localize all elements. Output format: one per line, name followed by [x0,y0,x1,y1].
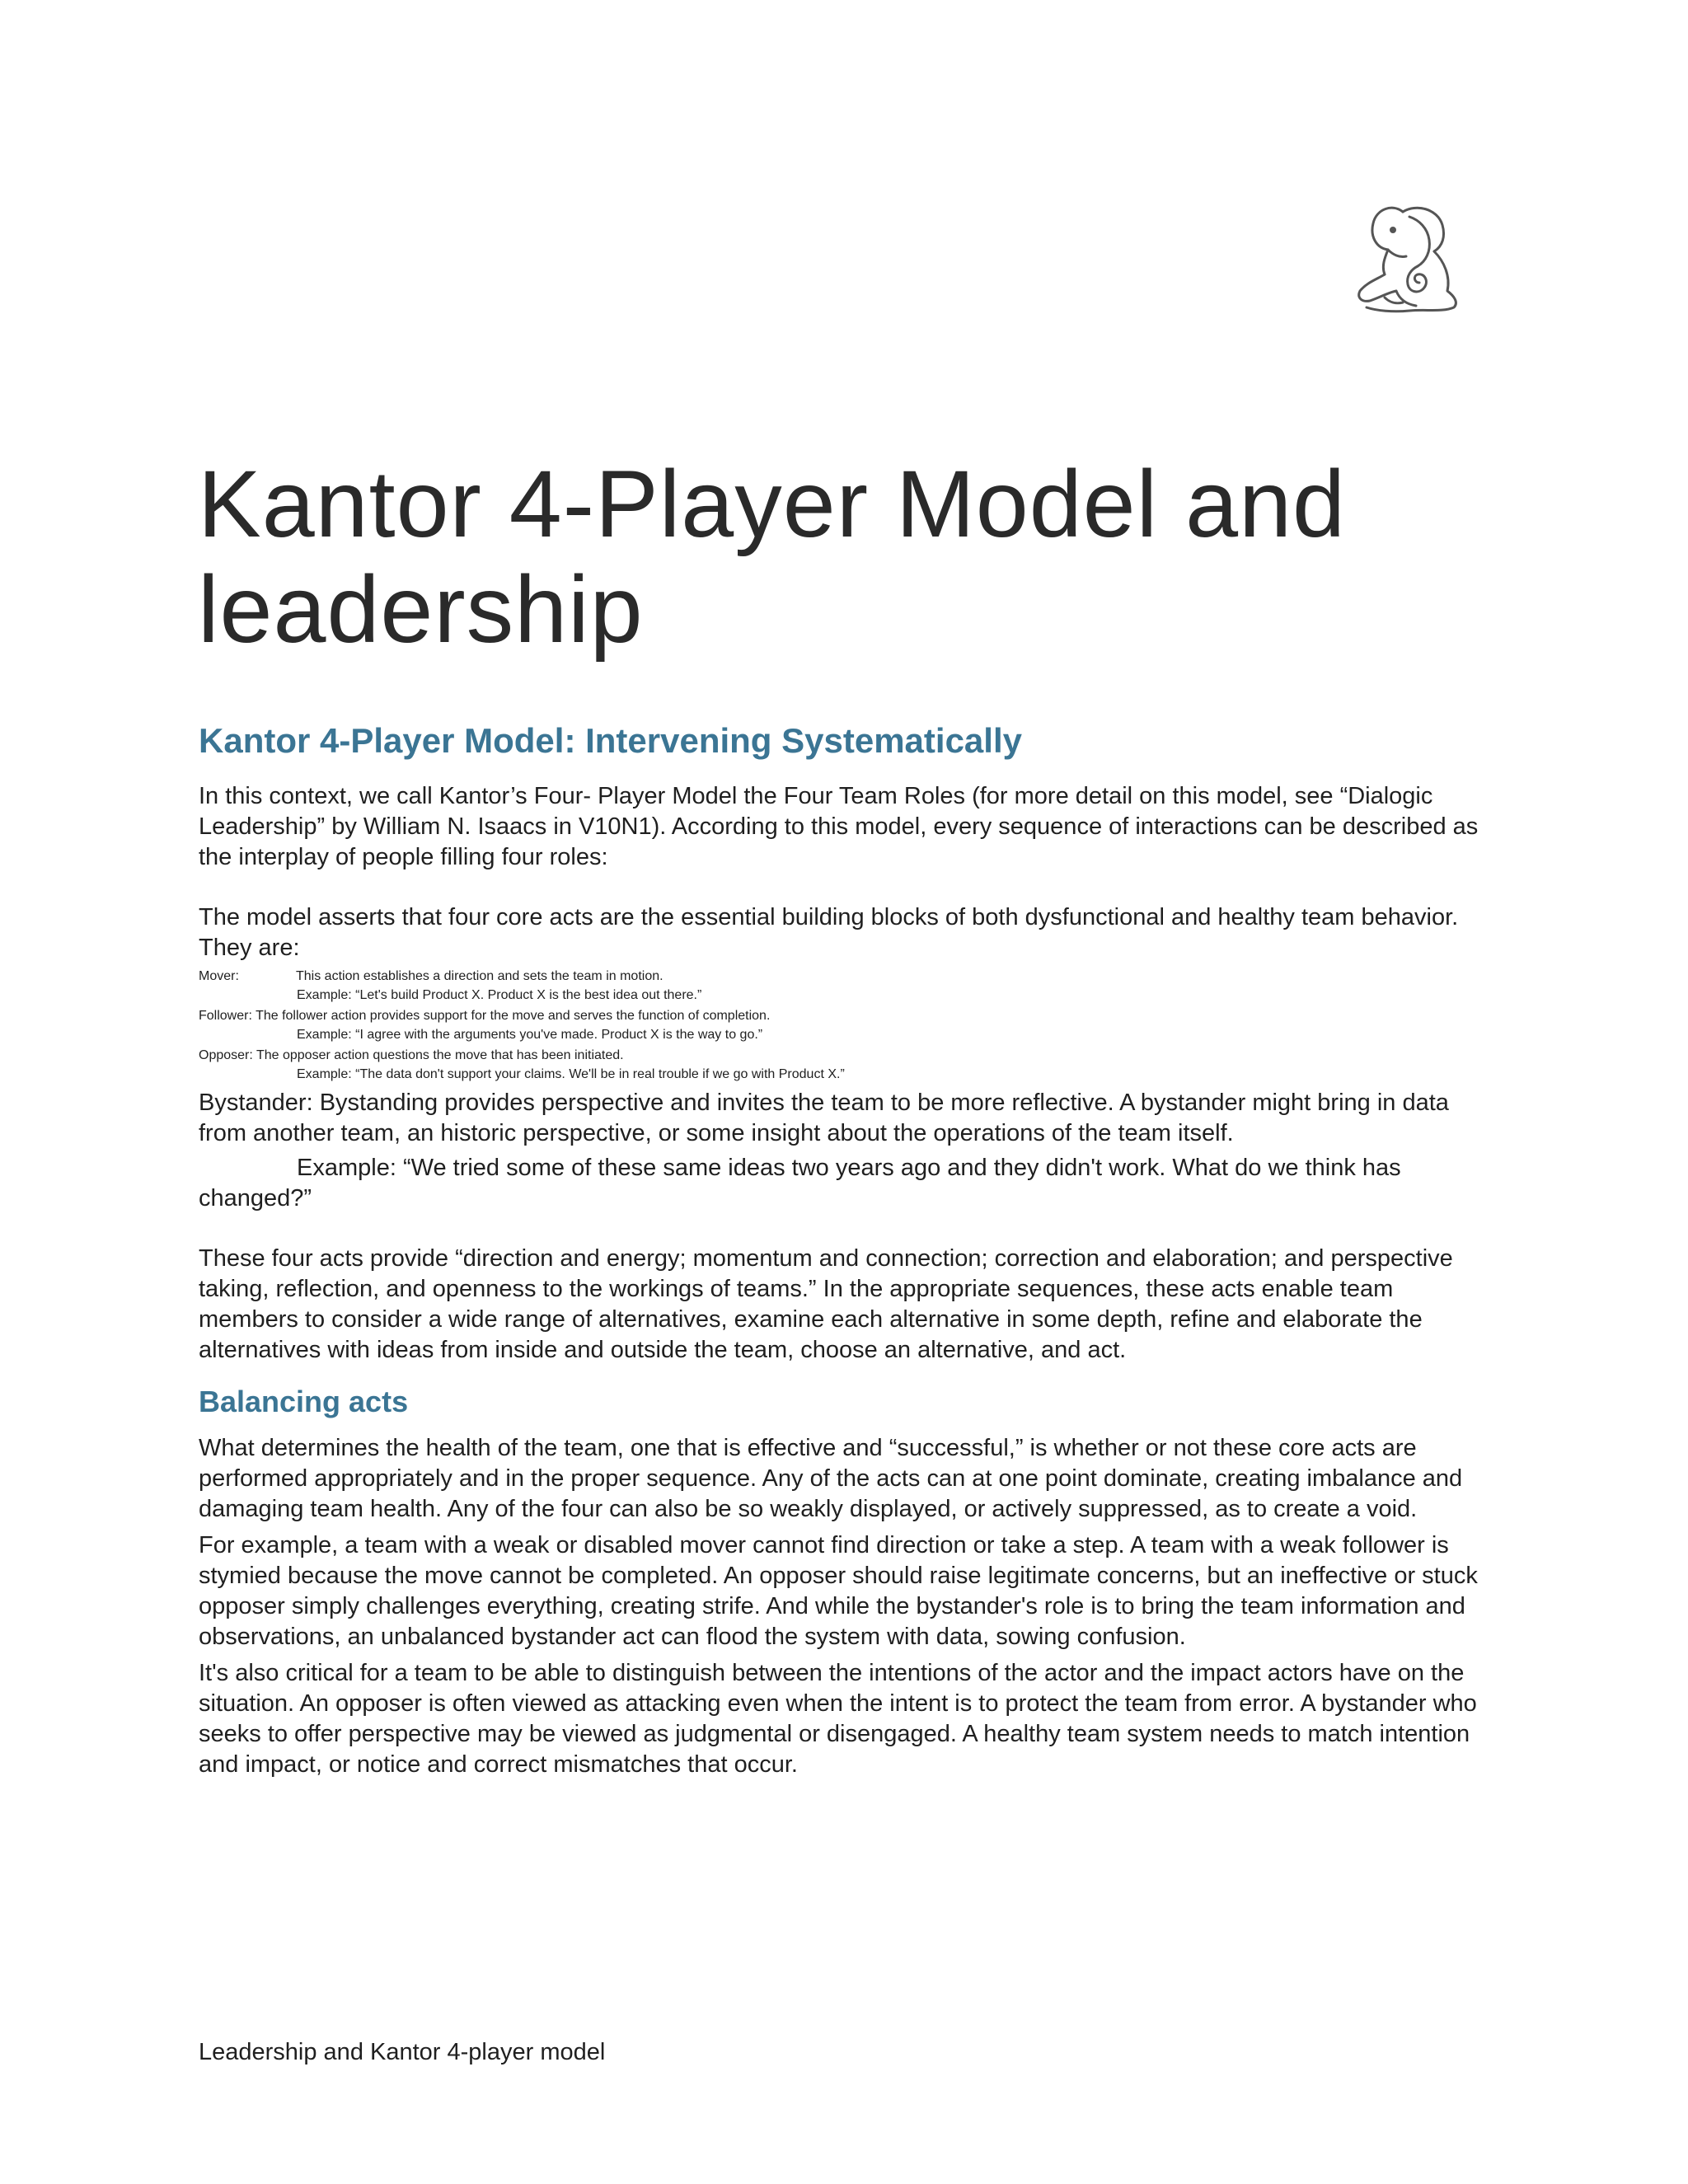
role-description: This action establishes a direction and sets the team in motion. [296,969,663,983]
model-asserts-paragraph: The model asserts that four core acts are the essential building blocks of both dysfunctional and healthy team behavior. They are: [199,904,1459,961]
role-opposer [199,1048,1489,1082]
balancing-acts-heading: Balancing acts [199,1385,409,1418]
elephant-logo-icon [1352,200,1463,320]
role-bystander [199,1088,1489,1214]
section-heading: Kantor 4-Player Model: Intervening Systematically [199,721,1022,760]
page-footer: Leadership and Kantor 4-player model [199,2039,606,2065]
balancing-paragraph: It's also critical for a team to be able to distinguish between the intentions of the actor and the impact actors have on the situation. An opposer is often viewed as attacking even when the intent is to protect the team from error. A bystander who seeks to offer perspective may be viewed as judgmental or disengaged. A healthy team system needs to match intention and impact, or notice and correct mismatches that occur. [199,1660,1477,1778]
role-name: Bystander: [199,1090,313,1116]
role-example: Example: “We tried some of these same ideas two years ago and they didn't work. What do we think has changed?” [199,1155,1401,1212]
summary-paragraph: These four acts provide “direction and energy; momentum and connection; correction and elaboration; and perspective taking, reflection, and openness to the workings of teams.” In the appropriate sequences, these acts enable team members to consider a wide range of alternatives, examine each alternative in some depth, refine and elaborate the alternatives with ideas from inside and outside the team, choose an alternative, and act. [199,1245,1453,1363]
role-description: The follower action provides support for the move and serves the function of completion. [256,1009,771,1023]
role-description: The opposer action questions the move that has been initiated. [256,1048,624,1062]
role-mover [199,969,1489,1003]
role-example: Example: “I agree with the arguments you've made. Product X is the way to go.” [297,1028,763,1042]
role-example: Example: “The data don't support your claims. We'll be in real trouble if we go with Product X.” [297,1067,845,1081]
balancing-paragraph: What determines the health of the team, one that is effective and “successful,” is whether or not these core acts are performed appropriately and in the proper sequence. Any of the acts can at one point dominate, creating imbalance and damaging team health. Any of the four can also be so weakly displayed, or actively suppressed, as to create a void. [199,1435,1463,1522]
role-name: Opposer: [199,1048,253,1062]
role-example: Example: “Let's build Product X. Product X is the best idea out there.” [297,988,702,1002]
role-name: Mover: [199,969,239,983]
role-follower [199,1009,1489,1043]
document-title: Kantor 4-Player Model and leadership [198,452,1346,663]
role-description: Bystanding provides perspective and invites the team to be more reflective. A bystander might bring in data from another team, an historic perspective, or some insight about the operations of the team itself. [199,1090,1449,1146]
intro-paragraph: In this context, we call Kantor’s Four- Player Model the Four Team Roles (for more detail on this model, see “Dialogic Leadership” by William N. Isaacs in V10N1). According to this model, every sequence of interactions can be described as the interplay of people filling four roles: [199,783,1479,870]
role-name: Follower: [199,1009,252,1023]
document-body [199,717,1489,1780]
balancing-paragraph: For example, a team with a weak or disabled mover cannot find direction or take a step. A team with a weak follower is stymied because the move cannot be completed. An opposer should raise legitimate concerns, but an ineffective or stuck opposer simply challenges everything, creating strife. And while the bystander's role is to bring the team information and observations, an unbalanced bystander act can flood the system with data, sowing confusion. [199,1532,1478,1650]
